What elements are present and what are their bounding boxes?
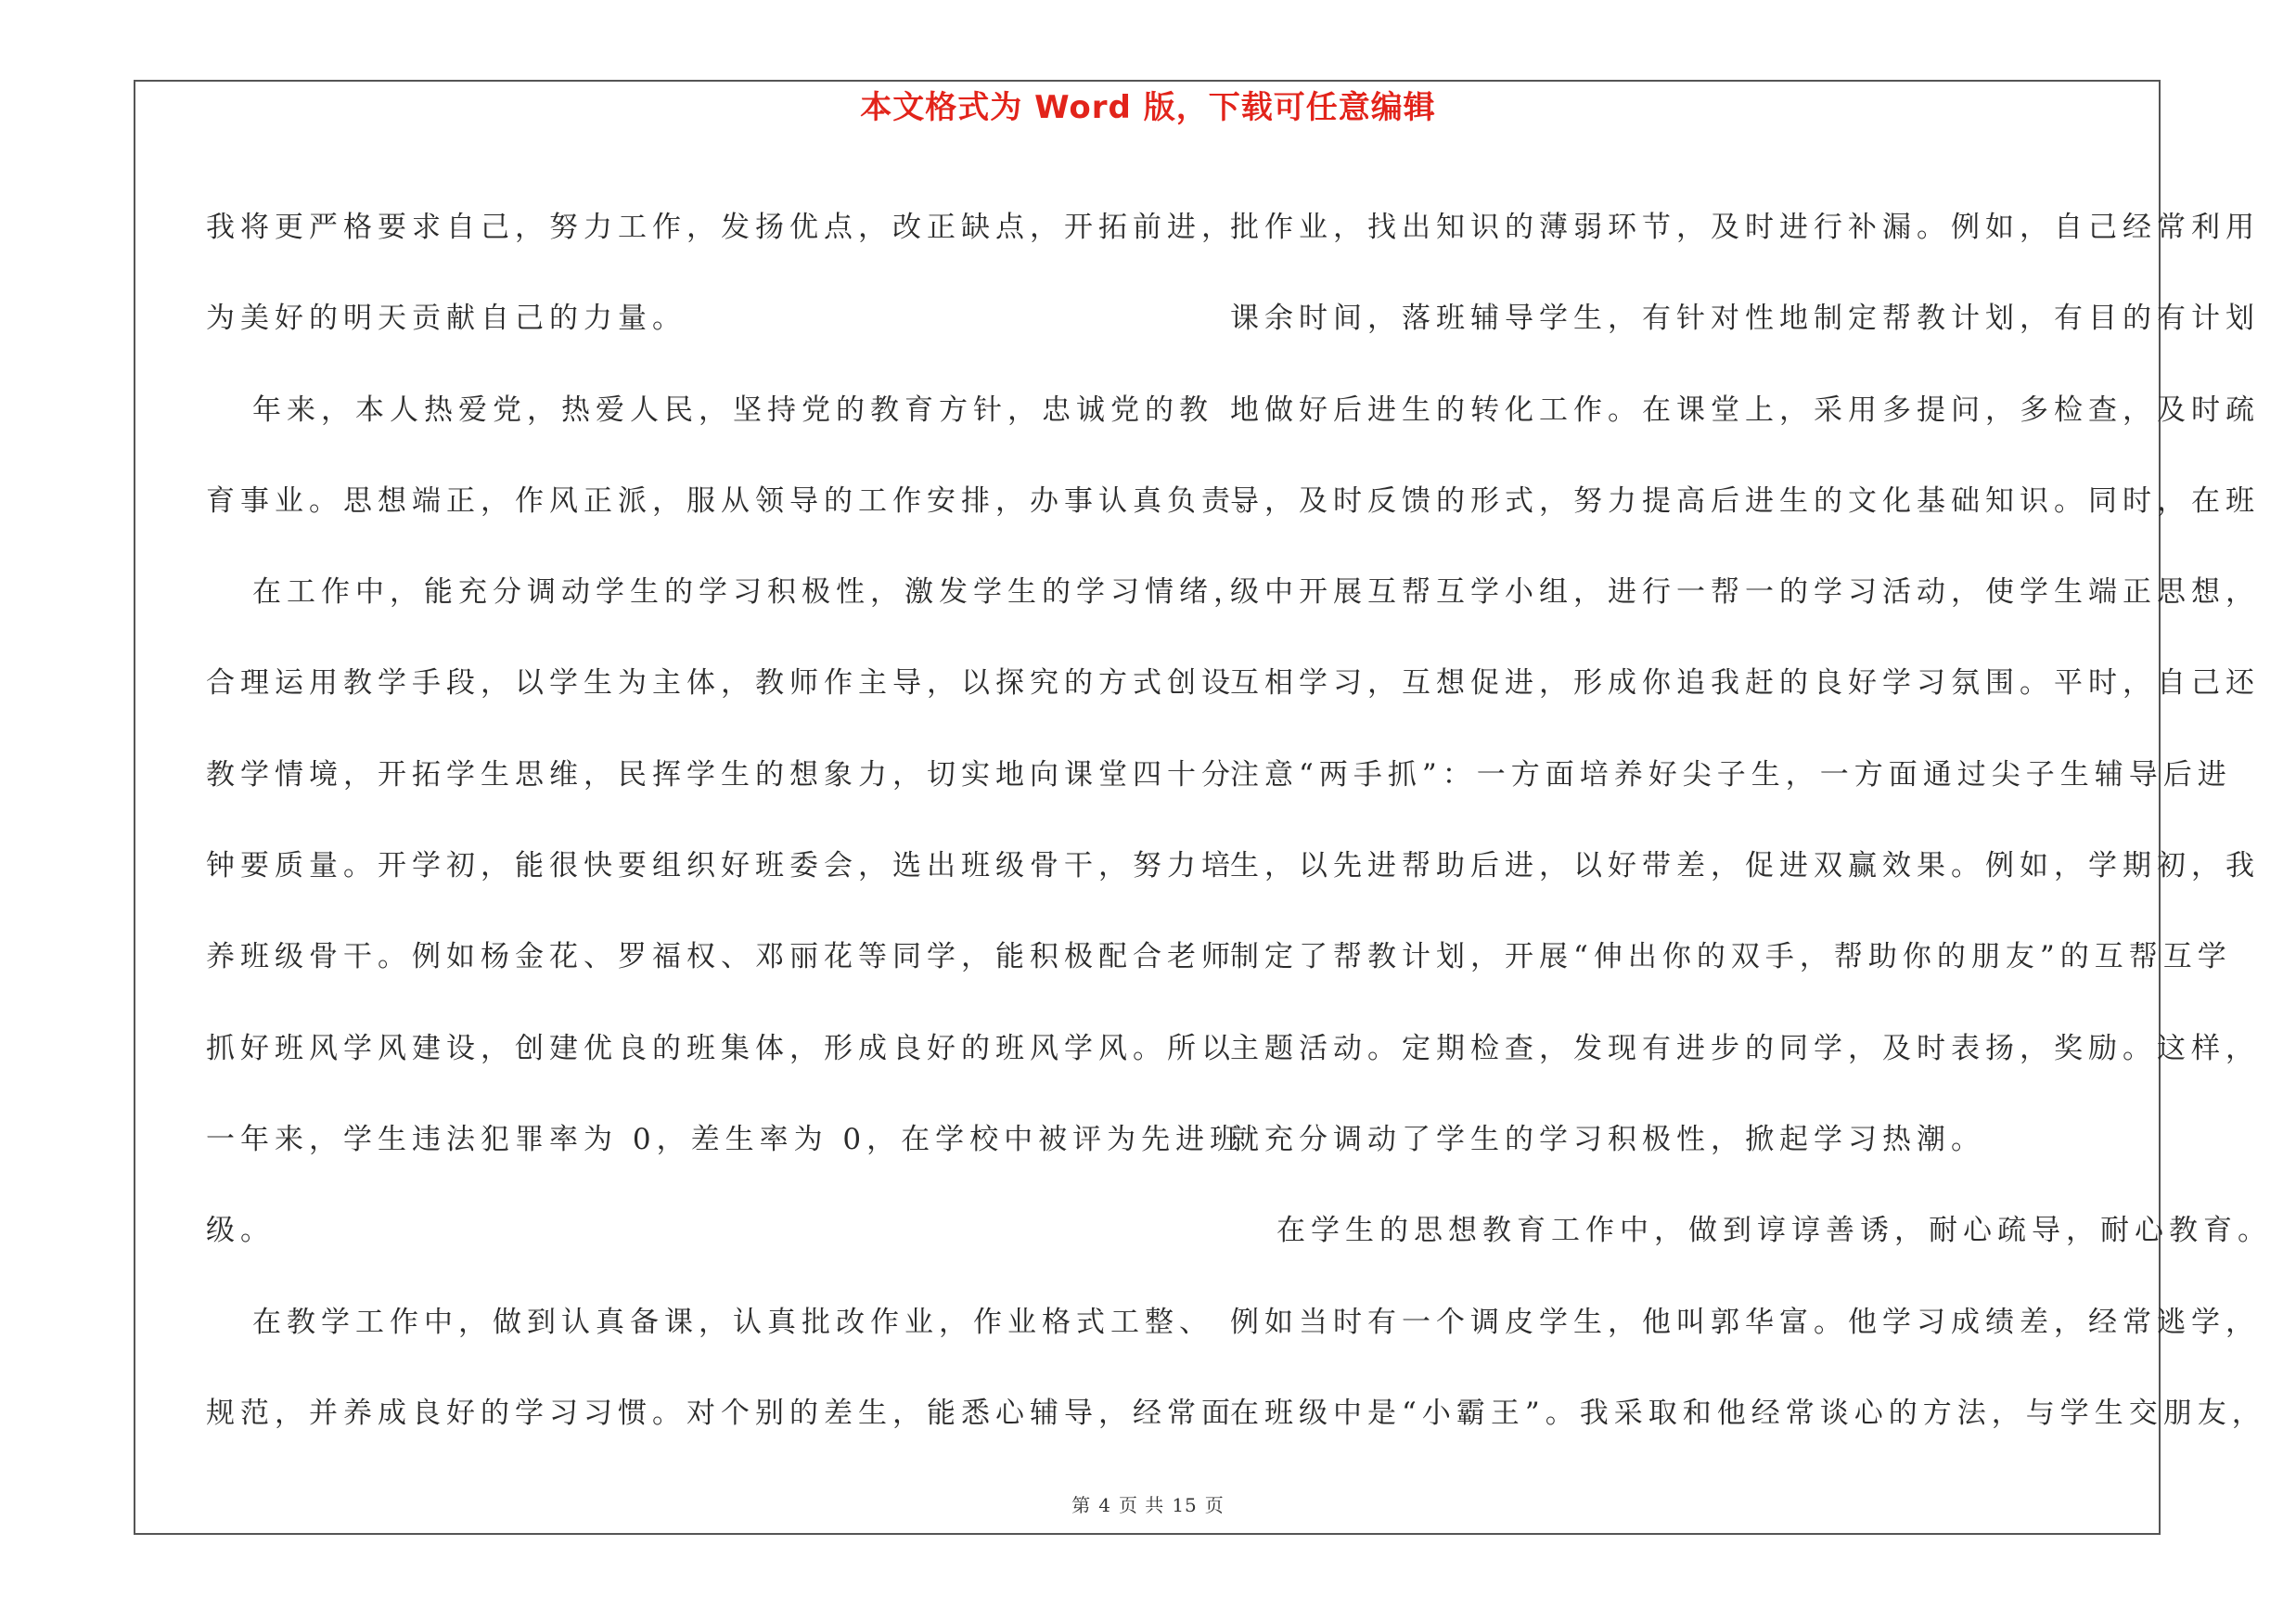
text-line: 我将更严格要求自己，努力工作，发扬优点，改正缺点，开拓前进， <box>206 211 1236 244</box>
text-line: 注意“两手抓”：一方面培养好尖子生，一方面通过尖子生辅导后进 <box>1230 757 2232 792</box>
text-line: 主题活动。定期检查，发现有进步的同学，及时表扬，奖励。这样， <box>1230 1031 2260 1065</box>
text-line: 地做好后进生的转化工作。在课堂上，采用多提问，多检查，及时疏 <box>1230 393 2260 427</box>
text-line: 例如当时有一个调皮学生，他叫郭华富。他学习成绩差，经常逃学， <box>1230 1305 2260 1339</box>
text-line: 在学生的思想教育工作中，做到谆谆善诱，耐心疏导，耐心教育。 <box>1276 1214 2272 1248</box>
text-line: 级中开展互帮互学小组，进行一帮一的学习活动，使学生端正思想， <box>1230 575 2260 610</box>
text-line: 抓好班风学风建设，创建优良的班集体，形成良好的班风学风。所以 <box>206 1031 1236 1065</box>
text-line: 年来，本人热爱党，热爱人民，坚持党的教育方针，忠诚党的教 <box>252 393 1213 427</box>
footer-suffix: 页 <box>1204 1494 1225 1516</box>
text-line: 批作业，找出知识的薄弱环节，及时进行补漏。例如，自己经常利用 <box>1230 211 2260 244</box>
text-line: 育事业。思想端正，作风正派，服从领导的工作安排，办事认真负责。 <box>206 483 1270 518</box>
current-page-number: 4 <box>1098 1494 1111 1516</box>
page-footer <box>0 1490 2296 1517</box>
text-line: 制定了帮教计划，开展“伸出你的双手，帮助你的朋友”的互帮互学 <box>1230 940 2232 974</box>
text-line: 在教学工作中，做到认真备课，认真批改作业，作业格式工整、 <box>252 1305 1213 1339</box>
text-line: 规范，并养成良好的学习习惯。对个别的差生，能悉心辅导，经常面 <box>206 1396 1236 1430</box>
text-line: 在工作中，能充分调动学生的学习积极性，激发学生的学习情绪， <box>252 575 1248 610</box>
text-line: 钟要质量。开学初，能很快要组织好班委会，选出班级骨干，努力培 <box>206 849 1236 883</box>
right-column <box>1230 182 2272 1459</box>
text-line: 互相学习，互想促进，形成你追我赶的良好学习氛围。平时，自己还 <box>1230 666 2260 701</box>
text-line: 为美好的明天贡献自己的力量。 <box>206 302 686 336</box>
left-column <box>206 182 1270 1459</box>
text-line: 生，以先进帮助后进，以好带差，促进双赢效果。例如，学期初，我 <box>1230 849 2260 883</box>
text-line: 导，及时反馈的形式，努力提高后进生的文化基础知识。同时，在班 <box>1230 483 2260 518</box>
text-line: 合理运用教学手段，以学生为主体，教师作主导，以探究的方式创设 <box>206 666 1236 701</box>
footer-prefix: 第 <box>1071 1494 1092 1516</box>
text-line: 就充分调动了学生的学习积极性，掀起学习热潮。 <box>1230 1122 1985 1156</box>
word-format-banner: 本文格式为 Word 版，下载可任意编辑 <box>860 89 1436 126</box>
text-line: 养班级骨干。例如杨金花、罗福权、邓丽花等同学，能积极配合老师 <box>206 940 1236 974</box>
text-line: 教学情境，开拓学生思维，民挥学生的想象力，切实地向课堂四十分 <box>206 757 1236 792</box>
text-line: 课余时间，落班辅导学生，有针对性地制定帮教计划，有目的有计划 <box>1230 302 2260 336</box>
footer-mid: 页 共 <box>1118 1494 1165 1516</box>
text-line: 级。 <box>206 1214 275 1248</box>
text-line: 一年来，学生违法犯罪率为 0，差生率为 0，在学校中被评为先进班 <box>206 1122 1245 1156</box>
text-line: 在班级中是“小霸王”。我采取和他经常谈心的方法，与学生交朋友， <box>1230 1396 2266 1430</box>
total-page-count: 15 <box>1172 1494 1198 1516</box>
